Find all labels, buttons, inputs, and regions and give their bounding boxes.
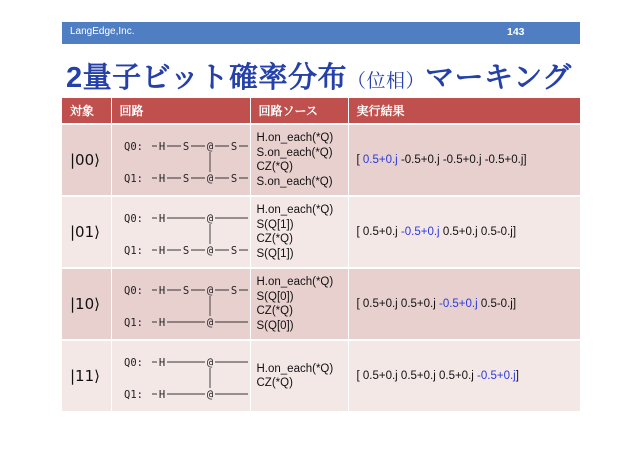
result-text: [ 0.5+0.j 0.5+0.j 0.5+0.j — [356, 370, 478, 382]
header-circuit: 回路 — [111, 98, 250, 124]
source-line: H.on_each(*Q) — [256, 362, 334, 375]
source-line: S(Q[1]) — [256, 247, 294, 260]
company-name: LangEdge,Inc. — [70, 26, 135, 37]
gate-s: S — [230, 245, 237, 257]
gate-h: H — [158, 245, 165, 257]
qubit-label-q0: Q0: — [123, 357, 143, 369]
source-line: S(Q[0]) — [256, 319, 294, 332]
table-row — [62, 268, 580, 340]
gate-s: S — [230, 141, 237, 153]
source-line: H.on_each(*Q) — [256, 276, 334, 288]
result-cell — [348, 268, 580, 340]
qubit-label-q1: Q1: — [123, 317, 143, 329]
gate-control: @ — [206, 285, 213, 297]
qubit-label-q1: Q1: — [123, 245, 143, 257]
gate-h: H — [158, 285, 165, 297]
source-line: S.on_each(*Q) — [256, 175, 333, 188]
result-highlight: -0.5+0.j — [438, 298, 478, 310]
result-highlight: 0.5+0.j — [362, 154, 398, 166]
result-highlight: -0.5+0.j — [400, 226, 440, 238]
result-text: 0.5+0.j 0.5-0.j] — [439, 226, 517, 238]
source-line: CZ(*Q) — [256, 161, 293, 173]
title-paren: （位相） — [346, 71, 425, 92]
source-line: S(Q[1]) — [256, 218, 294, 231]
circuit-cell — [111, 268, 250, 340]
gate-control: @ — [206, 173, 213, 185]
qubit-label-q1: Q1: — [123, 173, 143, 185]
gate-control: @ — [206, 245, 213, 257]
header-result: 実行結果 — [348, 98, 580, 124]
title-suffix: マーキング — [425, 62, 572, 94]
qubit-label-q1: Q1: — [123, 389, 143, 401]
result-cell — [348, 124, 580, 196]
gate-s: S — [182, 285, 189, 297]
gate-control: @ — [206, 213, 213, 225]
source-line: S(Q[0]) — [256, 290, 294, 303]
gate-h: H — [158, 173, 165, 185]
gate-s: S — [230, 173, 237, 185]
target-state: |00⟩ — [62, 124, 111, 196]
title-main: 2量子ビット確率分布 — [66, 62, 347, 94]
source-cell — [250, 196, 348, 268]
gate-s: S — [182, 141, 189, 153]
result-text: [ 0.5+0.j 0.5+0.j — [356, 298, 439, 310]
source-cell — [250, 340, 348, 411]
circuit-diagram — [124, 130, 254, 190]
result-cell — [348, 340, 580, 411]
gate-s: S — [182, 173, 189, 185]
gate-s: S — [182, 245, 189, 257]
circuit-cell — [111, 340, 250, 411]
header-target: 対象 — [62, 98, 111, 124]
qubit-label-q0: Q0: — [123, 213, 143, 225]
table-row — [62, 124, 580, 196]
gate-control: @ — [206, 141, 213, 153]
source-line: CZ(*Q) — [256, 377, 293, 389]
gate-control: @ — [206, 357, 213, 369]
result-cell — [348, 196, 580, 268]
target-state: |01⟩ — [62, 196, 111, 268]
gate-h: H — [158, 317, 165, 329]
page-number: 143 — [507, 26, 525, 38]
header-bar — [62, 22, 580, 44]
source-line: CZ(*Q) — [256, 233, 293, 245]
gate-control: @ — [206, 389, 213, 401]
source-line: S.on_each(*Q) — [256, 146, 333, 159]
circuit-cell — [111, 124, 250, 196]
gate-h: H — [158, 213, 165, 225]
circuit-diagram — [124, 202, 254, 262]
gate-h: H — [158, 389, 165, 401]
table-row — [62, 340, 580, 411]
circuit-diagram — [124, 346, 254, 406]
circuit-cell — [111, 196, 250, 268]
qubit-label-q0: Q0: — [123, 285, 143, 297]
results-table — [62, 98, 581, 411]
qubit-label-q0: Q0: — [123, 141, 143, 153]
slide-title — [66, 55, 572, 96]
target-state: |11⟩ — [62, 340, 111, 411]
gate-h: H — [158, 141, 165, 153]
gate-s: S — [230, 285, 237, 297]
result-highlight: -0.5+0.j — [477, 370, 516, 382]
circuit-diagram — [124, 274, 254, 334]
source-cell — [250, 268, 348, 340]
result-text: -0.5+0.j -0.5+0.j -0.5+0.j] — [397, 154, 527, 166]
gate-control: @ — [206, 317, 213, 329]
result-text: 0.5-0.j] — [477, 298, 517, 310]
source-cell — [250, 124, 348, 196]
source-line: H.on_each(*Q) — [256, 204, 334, 216]
source-line: H.on_each(*Q) — [256, 132, 334, 144]
result-text: [ — [356, 154, 363, 166]
target-state: |10⟩ — [62, 268, 111, 340]
header-source: 回路ソース — [250, 98, 348, 124]
result-text: ] — [515, 370, 519, 382]
gate-h: H — [158, 357, 165, 369]
table-header-row — [62, 98, 580, 124]
table-row — [62, 196, 580, 268]
source-line: CZ(*Q) — [256, 305, 293, 317]
result-text: [ 0.5+0.j — [356, 226, 401, 238]
